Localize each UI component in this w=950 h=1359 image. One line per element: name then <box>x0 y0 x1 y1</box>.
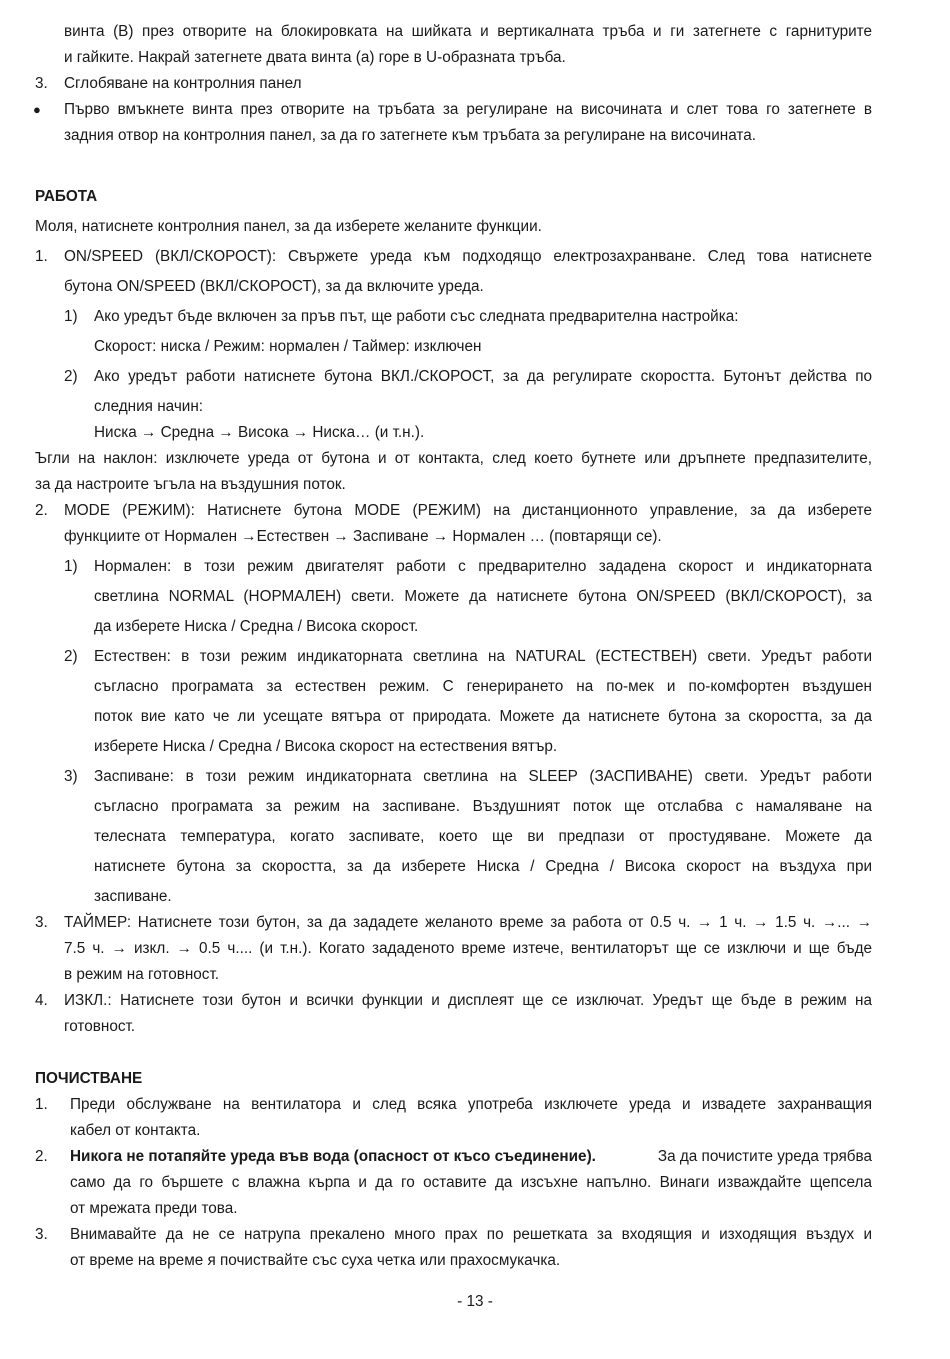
item2-sub1-number: 1) <box>64 558 78 575</box>
item3-line-3: в режим на готовност. <box>64 966 220 983</box>
item2-sub2-line-1: Естествен: в този режим индикаторната светлина на NATURAL (ЕСТЕСТВЕН) свети. Уредът работи <box>94 648 872 665</box>
item1-sub2-number: 2) <box>64 368 78 385</box>
page-number: - 13 - <box>457 1293 493 1310</box>
item2-sub3-number: 3) <box>64 768 78 785</box>
bullet-line-1: Първо вмъкнете винта през отворите на тръбата за регулиране на височината и слет това го затегнете в <box>64 101 872 118</box>
cleaning-item1-number: 1. <box>35 1096 48 1113</box>
section-heading-cleaning: ПОЧИСТВАНЕ <box>35 1070 143 1087</box>
item2-sub3-line-2: съгласно програмата за режим на заспиване. Въздушният поток ще отслабва с намаляване на <box>94 798 872 815</box>
item2-sub3-line-5: заспиване. <box>94 888 172 905</box>
item2-sub3-line-1: Заспиване: в този режим индикаторната светлина на SLEEP (ЗАСПИВАНЕ) свети. Уредът работи <box>94 768 872 785</box>
intro-line-2: и гайките. Накрай затегнете двата винта (a) горе в U-образната тръба. <box>64 49 566 66</box>
item3-line-2: 7.5 ч. → изкл. → 0.5 ч.... (и т.н.). Когато зададеното време изтече, вентилаторът ще се изключи и ще бъде <box>64 940 872 957</box>
item1-sub2-line-3: Ниска → Средна → Висока → Ниска… (и т.н.). <box>94 424 425 441</box>
item2-line-2: функциите от Нормален →Естествен → Заспиване → Нормален … (повтарящи се). <box>64 528 662 545</box>
item2-sub3-line-4: натиснете бутона за скоростта, за да изберете Ниска / Средна / Висока скорост на въздуха при <box>94 858 872 875</box>
item3-number: 3. <box>35 914 48 931</box>
item1-sub2-line-2: следния начин: <box>94 398 204 415</box>
item4-line-2: готовност. <box>64 1018 136 1035</box>
item2-sub1-line-1: Нормален: в този режим двигателят работи с предварително зададена скорост и индикаторната <box>94 558 872 575</box>
intro-item3-number: 3. <box>35 75 48 92</box>
item1-sub2-line-1: Ако уредът работи натиснете бутона ВКЛ./СКОРОСТ, за да регулирате скоростта. Бутонът действа по <box>94 368 872 385</box>
cleaning-item2-line-1-rest: За да почистите уреда трябва <box>657 1148 872 1165</box>
angle-line-1: Ъгли на наклон: изключете уреда от бутона и от контакта, след което бутнете или дръпнете предпазителите, <box>35 450 872 467</box>
angle-line-2: за да настроите ъгъла на въздушния поток. <box>35 476 346 493</box>
bullet-icon: ● <box>33 102 41 117</box>
item2-sub1-line-3: да изберете Ниска / Средна / Висока скорост. <box>94 618 419 635</box>
item1-number: 1. <box>35 248 48 265</box>
cleaning-item3-line-1: Внимавайте да не се натрупа прекалено много прах по решетката за входящия и изходящия въздух и <box>70 1226 872 1243</box>
item2-number: 2. <box>35 502 48 519</box>
bullet-line-2: задния отвор на контролния панел, за да го затегнете към тръбата за регулиране на височината. <box>64 127 757 144</box>
item4-number: 4. <box>35 992 48 1009</box>
item2-sub2-line-4: изберете Ниска / Средна / Висока скорост на естествения вятър. <box>94 738 558 755</box>
item2-sub1-line-2: светлина NORMAL (НОРМАЛЕН) свети. Можете да натиснете бутона ON/SPEED (ВКЛ/СКОРОСТ), за <box>94 588 872 605</box>
item1-line-2: бутона ON/SPEED (ВКЛ/СКОРОСТ), за да включите уреда. <box>64 278 484 295</box>
item1-sub1-number: 1) <box>64 308 78 325</box>
item1-sub1-line-2: Скорост: ниска / Режим: нормален / Таймер: изключен <box>94 338 482 355</box>
cleaning-item2-number: 2. <box>35 1148 48 1165</box>
cleaning-item3-line-2: от време на време я почиствайте със суха четка или прахосмукачка. <box>70 1252 561 1269</box>
item2-sub3-line-3: телесната температура, когато заспивате, което ще ви предпази от простудяване. Можете да <box>94 828 872 845</box>
item3-line-1: ТАЙМЕР: Натиснете този бутон, за да зададете желаното време за работа от 0.5 ч. → 1 ч. → 1.5 ч. →... → <box>64 914 872 931</box>
cleaning-item2-line-1 <box>70 1147 872 1167</box>
item1-sub1-line-1: Ако уредът бъде включен за пръв път, ще работи със следната предварителна настройка: <box>94 308 739 325</box>
item1-line-1: ON/SPEED (ВКЛ/СКОРОСТ): Свържете уреда към подходящо електрозахранване. След това натиснете <box>64 248 872 265</box>
rabota-intro: Моля, натиснете контролния панел, за да изберете желаните функции. <box>35 218 542 235</box>
item2-sub2-line-3: поток вие като че ли усещате вятъра от природата. Можете да натиснете бутона за скоростта, за да <box>94 708 872 725</box>
cleaning-item3-number: 3. <box>35 1226 48 1243</box>
cleaning-item1-line-2: кабел от контакта. <box>70 1122 201 1139</box>
cleaning-item2-warning: Никога не потапяйте уреда във вода (опасност от късо съединение). <box>70 1148 596 1165</box>
cleaning-item1-line-1: Преди обслужване на вентилатора и след всяка употреба изключете уреда и извадете захранващия <box>70 1096 872 1113</box>
item2-sub2-line-2: съгласно програмата за естествен режим. С генерирането на по-мек и по-комфортен въздушен <box>94 678 872 695</box>
intro-line-1: винта (B) през отворите на блокировката на шийката и вертикалната тръба и ги затегнете с гарнитурите <box>64 23 872 40</box>
cleaning-item2-line-3: от мрежата преди това. <box>70 1200 238 1217</box>
item2-sub2-number: 2) <box>64 648 78 665</box>
section-heading-rabota: РАБОТА <box>35 188 98 205</box>
intro-item3-text: Сглобяване на контролния панел <box>64 75 302 92</box>
item2-line-1: MODE (РЕЖИМ): Натиснете бутона MODE (РЕЖИМ) на дистанционното управление, за да изберете <box>64 502 872 519</box>
item4-line-1: ИЗКЛ.: Натиснете този бутон и всички функции и дисплеят ще се изключат. Уредът ще бъде в режим на <box>64 992 872 1009</box>
cleaning-item2-line-2: само да го бършете с влажна кърпа и да го оставите да изсъхне напълно. Винаги изваждайте щепсела <box>70 1174 872 1191</box>
